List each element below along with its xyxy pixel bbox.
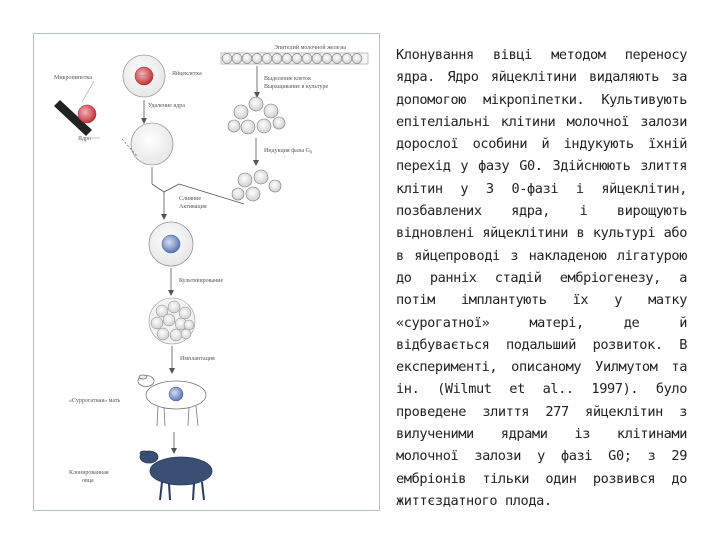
- label-cell-isolation: Выделение клеток: [264, 76, 312, 82]
- extracted-nucleus: [78, 105, 96, 123]
- label-clone-line2: овца: [82, 478, 94, 484]
- micropipette-leader: [82, 81, 94, 102]
- g0-cells: [232, 170, 281, 201]
- label-activation: Активация: [179, 204, 207, 210]
- epithelium-cells: [221, 53, 368, 64]
- label-implantation: Имплантация: [180, 356, 215, 362]
- label-nucleus: Ядро: [78, 136, 92, 142]
- description-text: Клонування вівці методом переносу ядра. Ядро яйцеклітини видаляють за допомогою мікропіпетки. Культивують епітеліальні клітини молочної залози дорослої особини й індукують їхній перехід у фазу G0. Здійснюють злиття клітин у З 0-фазі і яйцеклітин, позбавлених ядра, і вирощують відновлені яйцеклітини в культурі або в яйцепроводі з накладеною лігатурою до ранніх стадій ембріогенезу, а потім імплантують їх у матку «сурогатної» матері, де й відбувається подальший розвиток. В експерименті, описаному Уилмутом та ін. (Wilmut et al.. 1997). було проведене злиття 277 яйцеклітин з вилученими ядрами із клітинами молочної залози у фазі G0; з 29 ембріонів тільки один розвився до життєздатного плода.: [396, 47, 687, 509]
- arrow-cultivation: [168, 268, 174, 296]
- label-clone-line1: Клонированная: [69, 470, 109, 476]
- egg-cell-with-nucleus: [123, 55, 165, 97]
- label-micropipette: Микропипетка: [54, 75, 92, 81]
- cultured-cells: [228, 97, 285, 134]
- cloned-sheep-icon: [140, 451, 212, 500]
- label-egg-cell: Яйцеклетка: [172, 71, 202, 77]
- surrogate-sheep-icon: [138, 375, 206, 426]
- arrow-implantation: [169, 346, 175, 374]
- figure-frame: [33, 33, 380, 511]
- arrow-birth: [171, 432, 177, 454]
- cloning-diagram: [34, 34, 381, 512]
- label-surrogate: «Суррогатная» мать: [69, 398, 121, 404]
- enucleated-egg: [131, 123, 173, 165]
- arrow-cell-isolation: [254, 66, 260, 98]
- label-nucleus-removal: Удаление ядра: [148, 103, 185, 109]
- reconstructed-egg: [149, 222, 193, 266]
- embryo-morula: [149, 298, 195, 344]
- arrow-nucleus-removal: [141, 100, 147, 124]
- label-fusion: Слияние: [179, 196, 202, 202]
- label-g0-induction: Индукция фазы $G_0$: [264, 148, 313, 155]
- arrow-g0-induction: [253, 138, 259, 166]
- fusion-connector: [152, 167, 244, 220]
- label-cultivation: Культивирование: [179, 278, 224, 284]
- label-epithelium: Эпителий молочной железы: [274, 45, 346, 51]
- label-cell-culture: Выращивание в культуре: [264, 84, 329, 90]
